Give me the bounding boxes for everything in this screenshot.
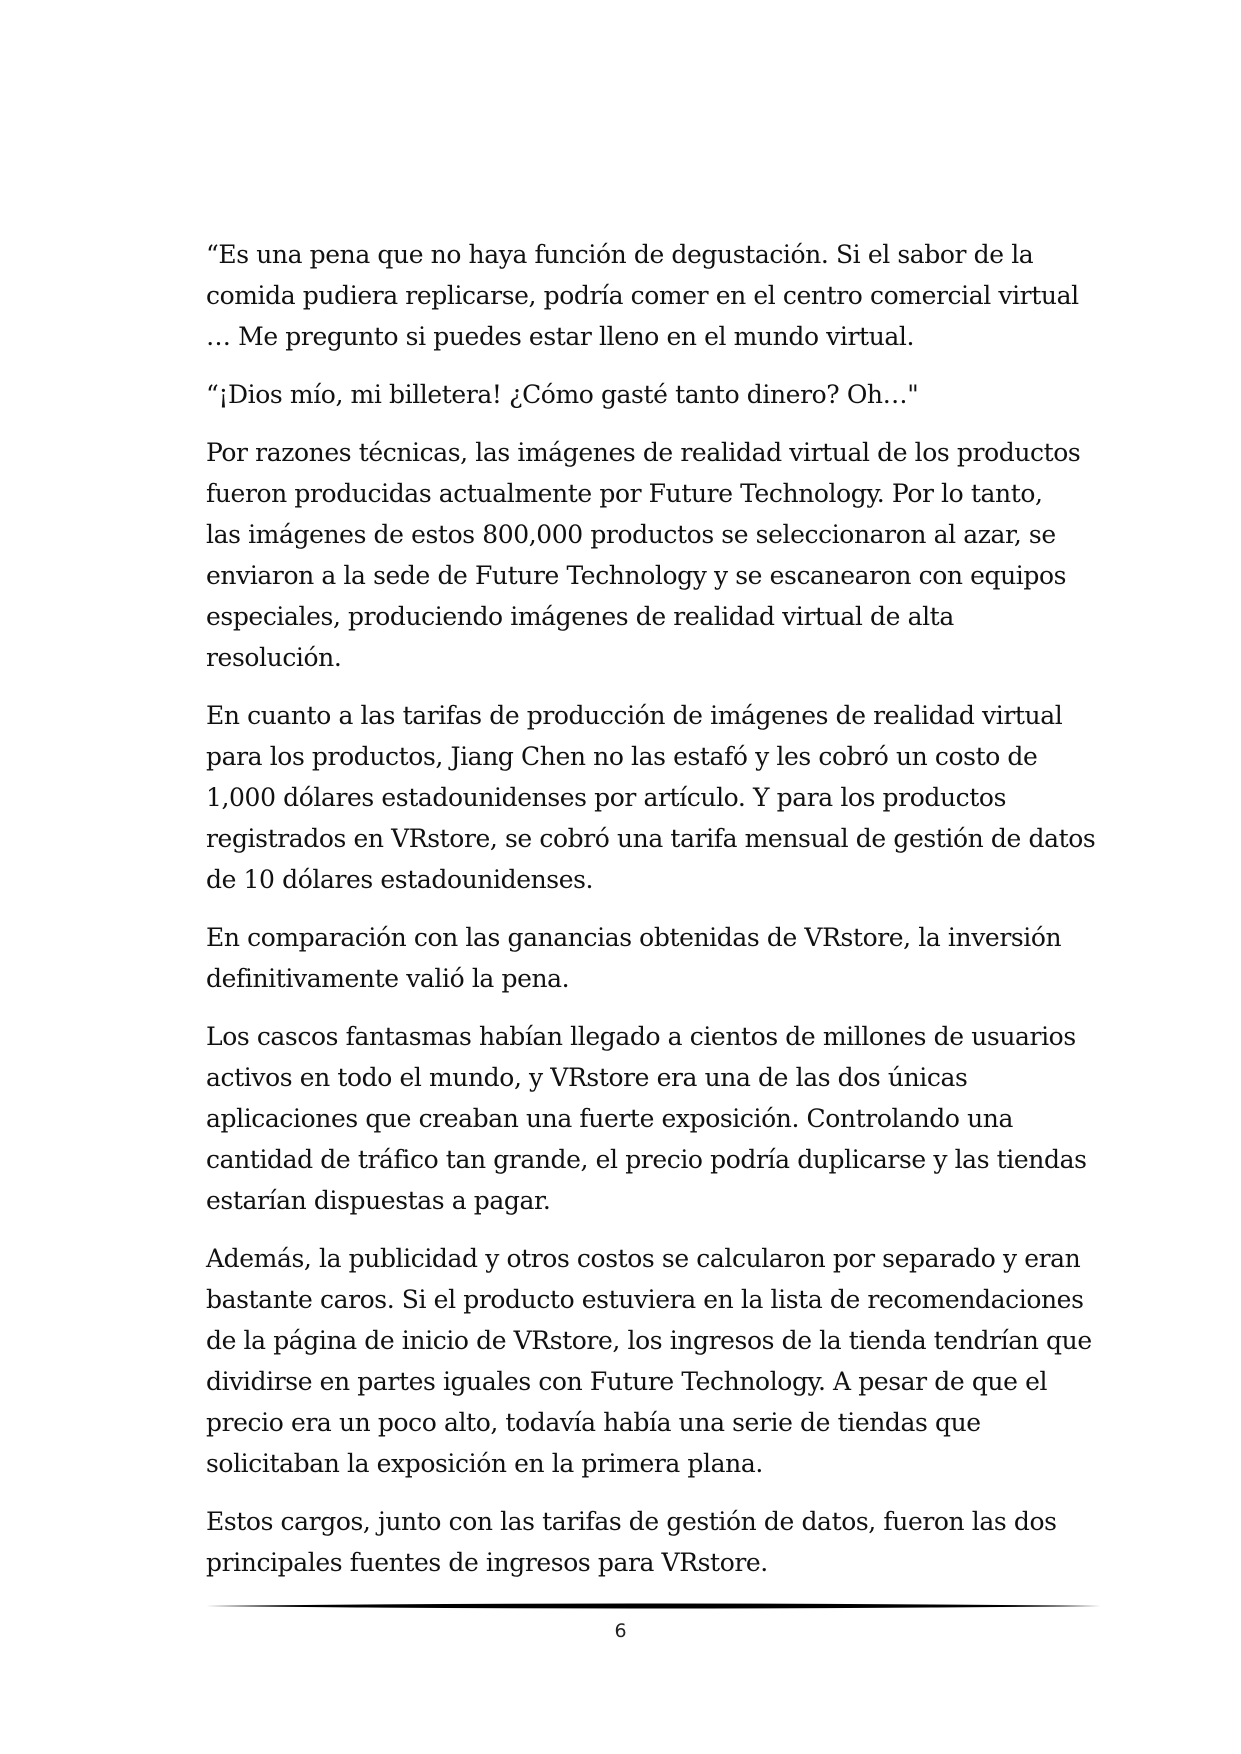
- paragraph: [206, 374, 1076, 415]
- text-line: registrados en VRstore, se cobró una tarifa mensual de gestión de datos: [206, 824, 1096, 853]
- text-line: … Me pregunto si puedes estar lleno en el mundo virtual.: [206, 322, 915, 351]
- text-line: dividirse en partes iguales con Future Technology. A pesar de que el: [206, 1367, 1048, 1396]
- text-line: fueron producidas actualmente por Future Technology. Por lo tanto,: [206, 479, 1043, 508]
- text-line: “Es una pena que no haya función de degustación. Si el sabor de la: [206, 240, 1034, 269]
- body-text: [206, 234, 1096, 1600]
- paragraph: [206, 1238, 1092, 1484]
- text-line: resolución.: [206, 643, 342, 672]
- paragraph: [206, 695, 1096, 900]
- text-line: En comparación con las ganancias obtenidas de VRstore, la inversión: [206, 923, 1062, 952]
- paragraph: [206, 1501, 1076, 1583]
- text-line: de 10 dólares estadounidenses.: [206, 865, 594, 894]
- text-line: Además, la publicidad y otros costos se calcularon por separado y eran: [206, 1244, 1081, 1273]
- text-line: las imágenes de estos 800,000 productos se seleccionaron al azar, se: [206, 520, 1056, 549]
- paragraph: [206, 1016, 1087, 1221]
- paragraph: [206, 432, 1081, 678]
- text-line: de la página de inicio de VRstore, los ingresos de la tienda tendrían que: [206, 1326, 1092, 1355]
- paragraph: [206, 917, 1076, 999]
- text-line: definitivamente valió la pena.: [206, 964, 570, 993]
- page-number: 6: [614, 1620, 627, 1642]
- text-line: 1,000 dólares estadounidenses por artículo. Y para los productos: [206, 783, 1006, 812]
- text-line: cantidad de tráfico tan grande, el precio podría duplicarse y las tiendas: [206, 1145, 1087, 1174]
- text-line: solicitaban la exposición en la primera plana.: [206, 1449, 763, 1478]
- text-line: “¡Dios mío, mi billetera! ¿Cómo gasté tanto dinero? Oh…": [206, 380, 919, 409]
- text-line: En cuanto a las tarifas de producción de imágenes de realidad virtual: [206, 701, 1063, 730]
- text-line: aplicaciones que creaban una fuerte exposición. Controlando una: [206, 1104, 1013, 1133]
- text-line: Los cascos fantasmas habían llegado a cientos de millones de usuarios: [206, 1022, 1076, 1051]
- text-line: Por razones técnicas, las imágenes de realidad virtual de los productos: [206, 438, 1081, 467]
- text-line: especiales, produciendo imágenes de realidad virtual de alta: [206, 602, 954, 631]
- text-line: estarían dispuestas a pagar.: [206, 1186, 551, 1215]
- text-line: enviaron a la sede de Future Technology y se escanearon con equipos: [206, 561, 1067, 590]
- paragraph: [206, 234, 1079, 357]
- text-line: Estos cargos, junto con las tarifas de gestión de datos, fueron las dos: [206, 1507, 1057, 1536]
- text-line: principales fuentes de ingresos para VRstore.: [206, 1548, 768, 1577]
- footer-divider: [206, 1602, 1101, 1610]
- text-line: comida pudiera replicarse, podría comer en el centro comercial virtual: [206, 281, 1079, 310]
- text-line: activos en todo el mundo, y VRstore era una de las dos únicas: [206, 1063, 968, 1092]
- text-line: para los productos, Jiang Chen no las estafó y les cobró un costo de: [206, 742, 1038, 771]
- text-line: bastante caros. Si el producto estuviera en la lista de recomendaciones: [206, 1285, 1084, 1314]
- text-line: precio era un poco alto, todavía había una serie de tiendas que: [206, 1408, 981, 1437]
